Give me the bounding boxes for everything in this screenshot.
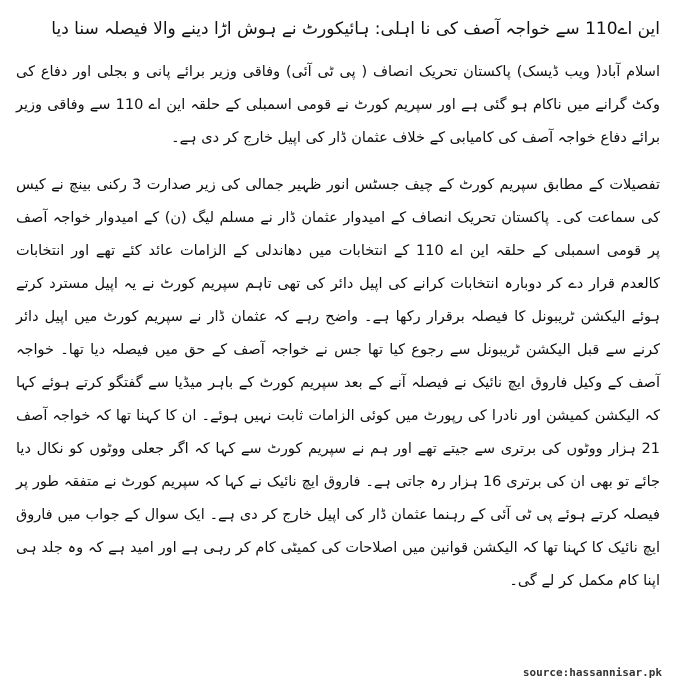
article-headline: این اے110 سے خواجہ آصف کی نا اہلی: ہائیکورٹ نے ہوش اڑا دینے والا فیصلہ سنا دیا [51, 19, 660, 39]
article-paragraph-details: تفصیلات کے مطابق سپریم کورٹ کے چیف جسٹس انور ظہیر جمالی کی زیر صدارت 3 رکنی بینچ نے کیس کی سماعت کی۔ پاکستان تحریک انصاف کے امیدوار عثمان ڈار نے مسلم لیگ (ن) کے امیدوار خواجہ آصف پر قومی اسمبلی کے حلقہ این اے 110 کے انتخابات میں دھاندلی کے الزامات عائد کئے تھے اور انتخابات کالعدم قرار دے کر دوبارہ انتخابات کرانے کی اپیل دائر کی تھی تاہم سپریم کورٹ نے یہ اپیل مسترد کرتے ہوئے الیکشن ٹریبونل کا فیصلہ برقرار رکھا ہے۔ واضح رہے کہ عثمان ڈار نے سپریم کورٹ میں اپیل دائر کرنے سے قبل الیکشن ٹریبونل سے رجوع کیا تھا جس نے خواجہ آصف کے حق میں فیصلہ دیا تھا۔ خواجہ آصف کے وکیل فاروق ایچ نائیک نے فیصلہ آنے کے بعد سپریم کورٹ کے باہر میڈیا سے گفتگو کرتے ہوئے کہا کہ الیکشن کمیشن اور نادرا کی رپورٹ میں کوئی الزامات ثابت نہیں ہوئے۔ ان کا کہنا تھا کہ خواجہ آصف 21 ہزار ووٹوں کی برتری سے جیتے تھے اور ہم نے سپریم کورٹ سے کہا کہ اگر جعلی ووٹوں کو نکال دیا جائے تو بھی ان کی برتری 16 ہزار رہ جاتی ہے۔ فاروق ایچ نائیک نے کہا کہ سپریم کورٹ نے متفقہ طور پر فیصلہ کرتے ہوئے پی ٹی آئی کے رہنما عثمان ڈار کی اپیل خارج کر دی ہے۔ ایک سوال کے جواب میں فاروق ایچ نائیک کا کہنا تھا کہ الیکشن قوانین میں اصلاحات کی کمیٹی کام کر رہی ہے اور امید ہے کہ وہ جلد ہی اپنا کام مکمل کر لے گی۔ [16, 177, 660, 589]
article-paragraph-intro: اسلام آباد( ویب ڈیسک) پاکستان تحریک انصاف ( پی ٹی آئی) وفاقی وزیر برائے پانی و بجلی اور دفاع کی وکٹ گرانے میں ناکام ہو گئی ہے اور سپریم کورٹ نے قومی اسمبلی کے حلقہ این اے 110 سے وفاقی وزیر برائے دفاع خواجہ آصف کی کامیابی کے خلاف عثمان ڈار کی اپیل خارج کر دی ہے۔ [16, 64, 661, 146]
source-credit: source:hassannisar.pk [522, 666, 662, 679]
